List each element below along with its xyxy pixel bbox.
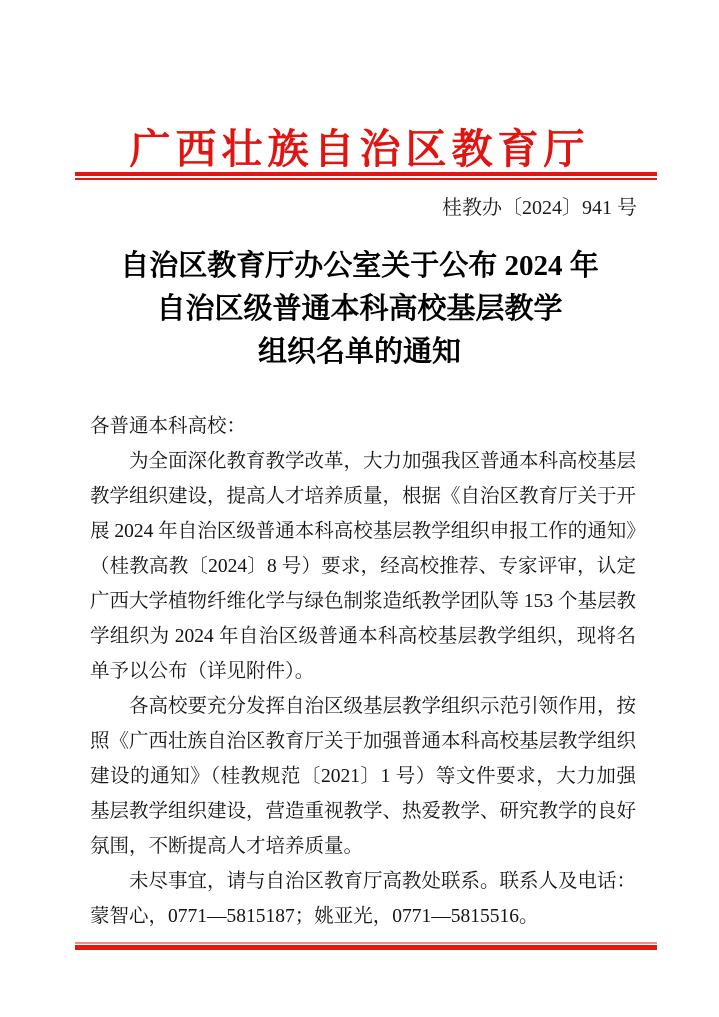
document-title-line-3: 组织名单的通知 [257,336,461,368]
document-title-line-2: 自治区级普通本科高校基层教学 [156,293,563,325]
letterhead-divider-thin-line [75,178,657,180]
document-number: 桂教办〔2024〕941 号 [442,197,637,219]
paragraph-3: 未尽事宜，请与自治区教育厅高教处联系。联系人及电话：蒙智心，0771—5815187；姚亚光，0771—5815516。 [90,871,637,927]
document-title [0,245,719,374]
paragraph-2: 各高校要充分发挥自治区级基层教学组织示范引领作用，按照《广西壮族自治区教育厅关于加强普通本科高校基层教学组织建设的通知》（桂教规范〔2021〕1 号）等文件要求，大力加强基层教学组织建设，营造重视教学、热爱教学、研究教学的良好氛围，不断提高人才培养质量。 [90,696,637,857]
footer-divider [75,942,657,950]
paragraph-1: 为全面深化教育教学改革，大力加强我区普通本科高校基层教学组织建设，提高人才培养质量，根据《自治区教育厅关于开展 2024 年自治区级普通本科高校基层教学组织申报工作的通知》（桂教高教〔2024〕8 号）要求，经高校推荐、专家评审，认定广西大学植物纤维化学与绿色制浆造纸教学团队等 153 个基层教学组织为 2024 年自治区级普通本科高校基层教学组织，现将名单予以公布（详见附件）。 [90,451,637,682]
document-body [90,409,636,934]
letterhead-org-name: 广西壮族自治区教育厅 [129,126,590,172]
footer-divider-thick-line [75,945,657,950]
document-title-line-1: 自治区教育厅办公室关于公布 2024 年 [120,250,599,282]
letterhead-divider [75,172,657,180]
salutation: 各普通本科高校： [90,416,247,437]
footer-divider-thin-line [75,942,657,944]
